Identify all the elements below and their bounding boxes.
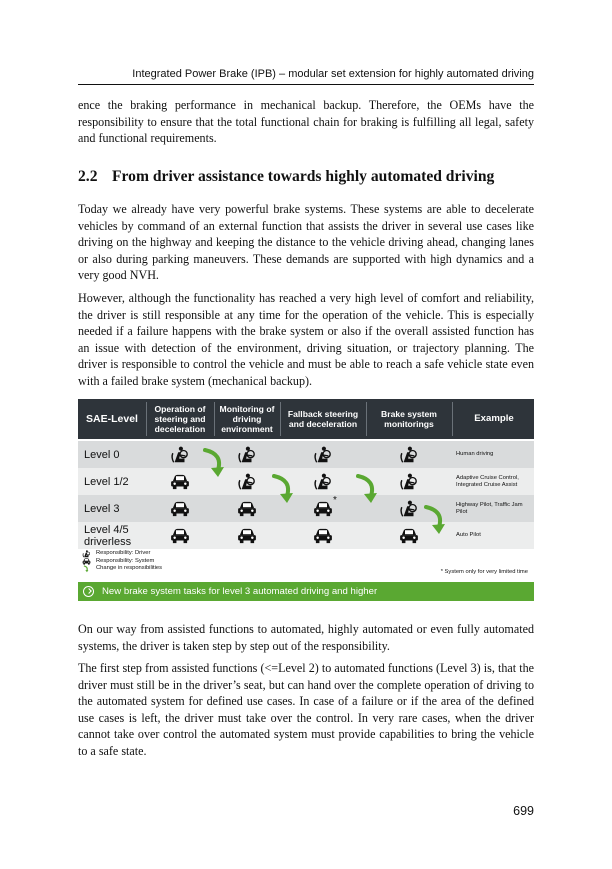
- responsibility-cell: [216, 495, 278, 522]
- paragraph-3: On our way from assisted functions to automated, highly automated or even fully automated systems, the driver is taken step by step out of the responsibility.: [78, 622, 534, 653]
- car-icon: [170, 528, 190, 544]
- figure-legend: [82, 550, 162, 573]
- example-text: Human driving: [456, 451, 494, 457]
- driver-icon: [237, 446, 257, 464]
- responsibility-cell: [216, 522, 278, 549]
- header-sae-level: SAE-Level: [86, 413, 138, 425]
- figure-banner: [78, 582, 534, 601]
- responsibility-cell: [148, 495, 212, 522]
- header-rule: [78, 84, 534, 85]
- running-head: Integrated Power Brake (IPB) – modular set extension for highly automated driving: [132, 68, 534, 80]
- sae-level-label: Level 0: [84, 448, 120, 461]
- section-heading: [78, 168, 534, 186]
- car-icon: [82, 558, 91, 565]
- sae-level-label: Level 1/2: [84, 475, 129, 488]
- paragraph-intro: ence the braking performance in mechanical backup. Therefore, the OEMs have the responsibility to ensure that the total functional chain for braking is fulfilling all legal, safety and functional requirements.: [78, 98, 534, 146]
- driver-icon: [313, 473, 333, 491]
- limited-time-star: *: [333, 495, 337, 506]
- legend-item-system: Responsibility: System: [82, 558, 162, 566]
- sae-level-label: Level 4/5 driverless: [84, 523, 132, 548]
- header-operation: Operation of steering and deceleration: [154, 404, 206, 434]
- driver-icon: [399, 473, 419, 491]
- driver-icon: [399, 446, 419, 464]
- change-arrow-icon: [354, 472, 384, 506]
- responsibility-cell: [282, 441, 364, 468]
- section-title: From driver assistance towards highly automated driving: [112, 168, 495, 185]
- page-number: 699: [513, 804, 534, 818]
- responsibility-cell: [282, 522, 364, 549]
- section-number: 2.2: [78, 168, 98, 185]
- driver-icon: [237, 473, 257, 491]
- figure-row: [78, 522, 534, 549]
- responsibility-cell: [148, 522, 212, 549]
- paragraph-4: The first step from assisted functions (<=Level 2) to automated functions (Level 3) is, that the driver must still be in the driver’s seat, but can hand over the complete operation of driving to the automated system for defined use cases. In case of a failure or if the area of the defined use cases is left, the driver must take over the control. In very rare cases, when the driver cannot take over control the automated system must provide capabilities to bring the vehicle to a safe state.: [78, 661, 534, 758]
- figure-row: [78, 468, 534, 495]
- car-icon: [313, 501, 333, 517]
- header-example: Example: [474, 413, 514, 424]
- figure-row: [78, 441, 534, 468]
- car-icon: [170, 501, 190, 517]
- example-text: Adaptive Cruise Control, Integrated Cruise Assist: [456, 474, 519, 488]
- banner-text: New brake system tasks for level 3 automated driving and higher: [102, 586, 378, 597]
- responsibility-cell: [368, 441, 450, 468]
- figure-header: [78, 399, 534, 439]
- example-text: Auto Pilot: [456, 532, 481, 538]
- paragraph-2: However, although the functionality has reached a very high level of comfort and reliability, the driver is still responsible at any time for the operation of the vehicle. This is especially needed if a failure happens with the brake system or also if the overall assisted function has an issue with detection of the environment, driving situation, or trajectory planning. The driver is responsible to control the vehicle and must be able to reach a safe vehicle state even with a failed brake system (mechanical backup).: [78, 291, 534, 388]
- figure-row: [78, 495, 534, 522]
- paragraph-1: Today we already have very powerful brake systems. These systems are able to decelerate vehicles by command of an external function that assists the driver in several use cases like driving on the highway and keeping the distance to the vehicle driving ahead, changing lanes or also during parking maneuvers. These demands are supported with high dynamics and a very good NVH.: [78, 202, 534, 283]
- car-icon: [237, 528, 257, 544]
- change-arrow-icon: [422, 503, 452, 537]
- figure-footnote: * System only for very limited time: [440, 569, 528, 575]
- legend-item-driver: Responsibility: Driver: [82, 550, 162, 558]
- change-arrow-icon: [82, 565, 91, 573]
- header-fallback: Fallback steering and deceleration: [287, 409, 359, 429]
- change-arrow-icon: [201, 446, 231, 480]
- car-icon: [313, 528, 333, 544]
- driver-icon: [313, 446, 333, 464]
- header-brake-monitoring: Brake system monitorings: [381, 409, 437, 429]
- example-text: Highway Pilot, Traffic Jam Pilot: [456, 501, 523, 515]
- driver-icon: [399, 500, 419, 518]
- car-icon: [170, 474, 190, 490]
- sae-level-label: Level 3: [84, 502, 120, 515]
- car-icon: [237, 501, 257, 517]
- arrow-circle-icon: [83, 586, 94, 597]
- header-monitoring: Monitoring of driving environment: [219, 404, 275, 434]
- legend-item-change: Change in responsibilities: [82, 565, 162, 573]
- driver-icon: [82, 550, 91, 558]
- change-arrow-icon: [270, 472, 300, 506]
- car-icon: [399, 528, 419, 544]
- driver-icon: [170, 446, 190, 464]
- sae-level-figure: [78, 399, 534, 601]
